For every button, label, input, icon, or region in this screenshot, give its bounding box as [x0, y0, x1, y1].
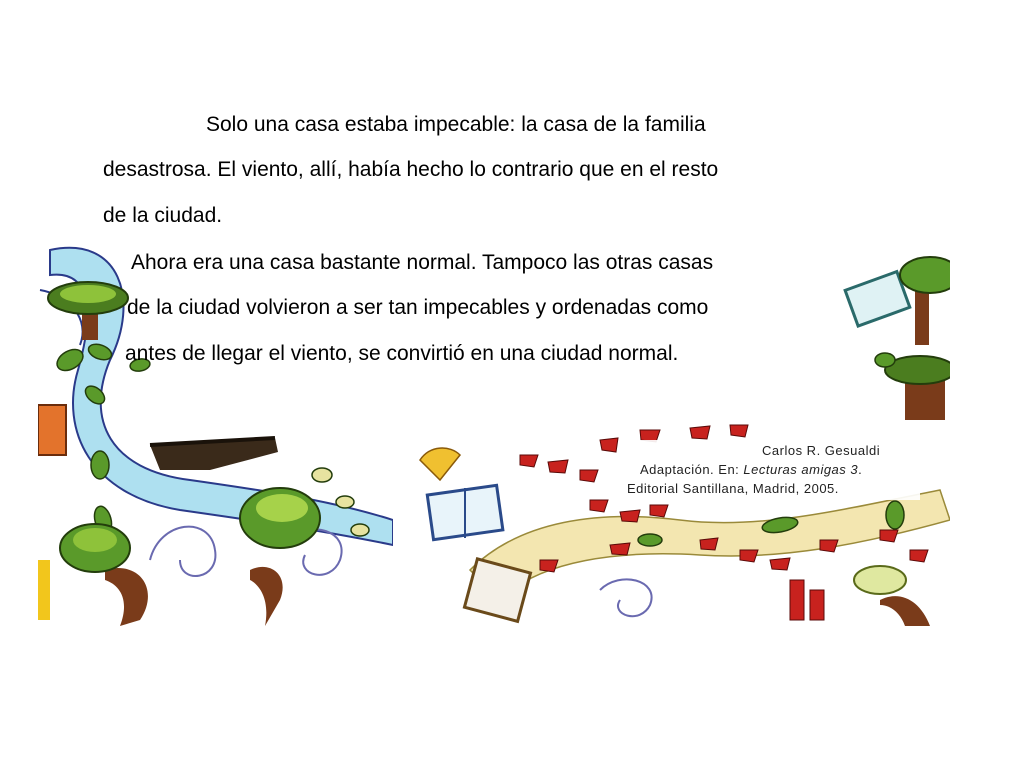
window-icon: [38, 405, 66, 455]
paragraph-2-line-2: de la ciudad volvieron a ser tan impecables y ordenadas como: [127, 296, 709, 319]
credit-adaptation: [640, 462, 862, 477]
credit-author: Carlos R. Gesualdi: [762, 443, 881, 458]
window-icon: [427, 485, 503, 539]
paragraph-2-line-3: antes de llegar el viento, se convirtió en una ciudad normal.: [125, 342, 679, 365]
paragraph-1-line-3: de la ciudad.: [103, 204, 223, 227]
credit-adaptation-prefix: Adaptación. En:: [640, 462, 744, 477]
paragraph-2-line-1: Ahora era una casa bastante normal. Tampoco las otras casas: [131, 251, 714, 274]
credit-book-suffix: .: [858, 462, 863, 477]
credit-book-title: Lecturas amigas 3: [743, 462, 859, 477]
paragraph-1-line-2: desastrosa. El viento, allí, había hecho lo contrario que en el resto: [103, 158, 719, 181]
paragraph-1-line-1: Solo una casa estaba impecable: la casa de la familia: [206, 113, 706, 136]
credit-publisher: Editorial Santillana, Madrid, 2005.: [627, 481, 839, 496]
